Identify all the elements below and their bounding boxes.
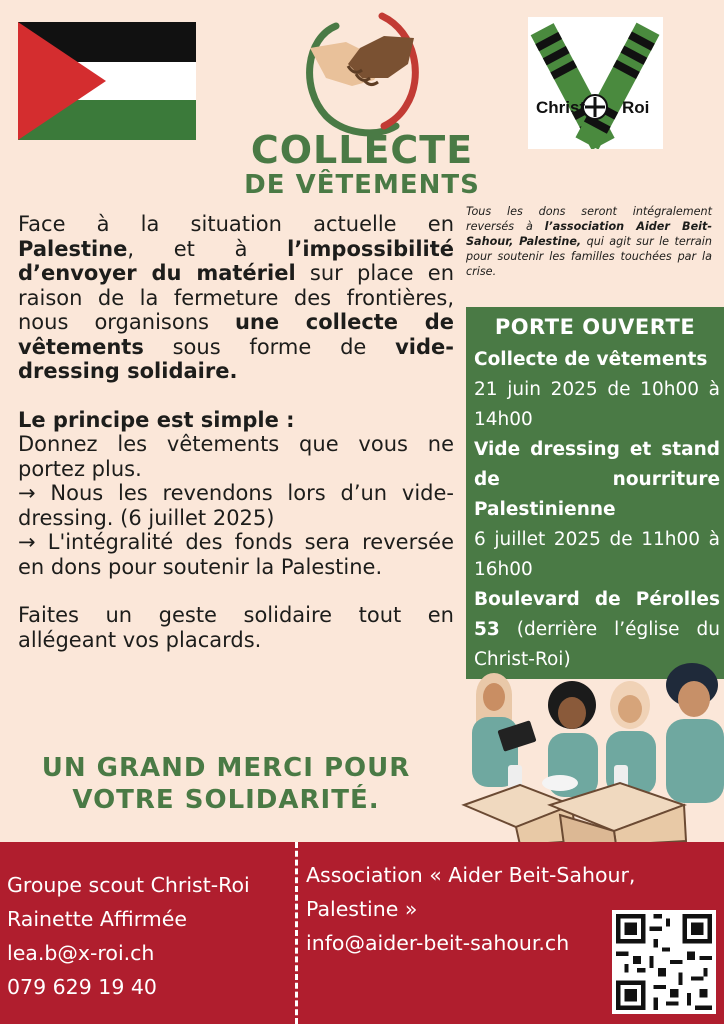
note-part1: Tous les dons seront intégralement reversés à — [466, 205, 712, 233]
scout-group-email[interactable]: lea.b@x-roi.ch — [7, 941, 155, 965]
note-association: l’association Aider Beit-Sahour, Palestine, — [466, 220, 712, 248]
intro-bold-impossibility: l’impossibilité d’envoyer du matériel — [18, 236, 454, 285]
note-part2: qui agit sur le terrain pour soutenir les familles touchées par la crise. — [466, 235, 712, 278]
intro-text-g: sous forme de — [143, 334, 396, 359]
thanks-line1: UN GRAND MERCI POUR — [41, 753, 411, 783]
title-line2: DE VÊTEMENTS — [244, 170, 480, 200]
address-rest: (derrière l’église du Christ-Roi) — [474, 619, 720, 670]
intro-text-c: , et à — [127, 236, 288, 261]
intro-bold-collection: une collecte de vêtements — [18, 310, 454, 359]
association-contact — [306, 858, 635, 960]
intro-bold-vide-dressing: vide-dressing solidaire. — [18, 334, 454, 383]
principle-step-3: → L'intégralité des fonds sera reversée en dons pour soutenir la Palestine. — [18, 530, 454, 579]
intro-text-e: sur place en raison de la fermeture des frontières, nous organisons — [18, 261, 454, 334]
title-line1: COLLECTE — [250, 128, 474, 172]
event1-date: 21 juin 2025 de 10h00 à 14h00 — [474, 379, 720, 430]
principle-step-1: Donnez les vêtements que vous ne portez plus. — [18, 432, 454, 481]
address-bold: Boulevard de Pérolles 53 — [474, 589, 720, 640]
event1-title: Collecte de vêtements — [474, 349, 708, 370]
open-house-box — [466, 307, 724, 679]
intro-bold-palestine: Palestine — [18, 236, 128, 261]
event2-title: Vide dressing et stand de nourriture Palestinienne — [474, 439, 720, 520]
donation-note — [466, 204, 712, 279]
association-email[interactable]: info@aider-beit-sahour.ch — [306, 931, 570, 955]
association-name-line1: Association « Aider Beit-Sahour, — [306, 863, 636, 887]
logo-text-roi: Roi — [622, 98, 650, 117]
open-house-heading: PORTE OUVERTE — [494, 315, 696, 339]
principle-step-2: → Nous les revendons lors d’un vide-dressing. (6 juillet 2025) — [18, 481, 454, 530]
thanks-line2: VOTRE SOLIDARITÉ. — [72, 785, 380, 815]
intro-text-a: Face à la situation actuelle en — [18, 212, 454, 236]
footer-divider — [295, 842, 298, 1024]
principle-heading: Le principe est simple : — [18, 407, 295, 432]
volunteers-illustration — [460, 655, 724, 845]
footer — [0, 842, 724, 1024]
palestine-flag-image — [18, 22, 196, 140]
thanks-message — [18, 752, 434, 816]
logo-text-christ: Christ — [536, 98, 586, 117]
scout-group-contact — [7, 868, 250, 1004]
qr-code[interactable] — [612, 910, 716, 1014]
association-name-line2: Palestine » — [306, 897, 418, 921]
scout-group-unit: Rainette Affirmée — [7, 907, 187, 931]
main-text — [18, 212, 454, 652]
intro-paragraph — [18, 212, 454, 384]
scout-group-name: Groupe scout Christ-Roi — [7, 873, 250, 897]
closing-text: Faites un geste solidaire tout en allégeant vos placards. — [18, 603, 454, 652]
scout-group-phone[interactable]: 079 629 19 40 — [7, 975, 157, 999]
event2-date: 6 juillet 2025 de 11h00 à 16h00 — [474, 529, 720, 580]
handshake-icon — [296, 8, 428, 140]
